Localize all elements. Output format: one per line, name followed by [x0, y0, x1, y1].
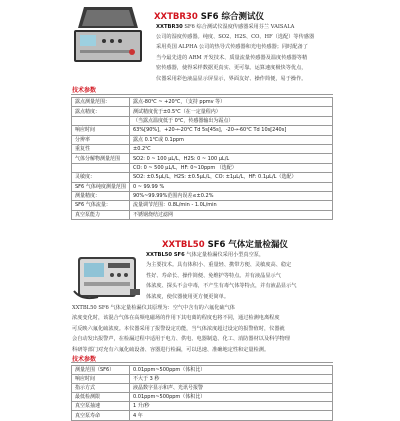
product1-spec-heading: 技术参数 [72, 87, 97, 94]
table-row: 真空泵抽速 1 升/秒 [72, 402, 333, 411]
product1-title: XXTBR30 SF6 综合测试仪 [154, 12, 265, 22]
table-row: 真空泵能力 不锈钢烧结过滤网 [72, 210, 333, 219]
table-row: 最低检测限 0.01ppm~500ppm（体积比） [72, 393, 333, 402]
table-row: 重复性 ±0.2℃ [72, 144, 333, 153]
table-row: 指示方式 液晶数字显示和声、光讯号报警 [72, 384, 333, 393]
table-row: 响应时间 不大于 3 秒 [72, 375, 333, 384]
table-row: 响应时间 63%[90%]，+20→-20℃ Td 5s[45s]，-20→-60℃ Td 10s[240s] [72, 126, 333, 135]
table-row: 露点精度： 测试精度优于±0.5℃（在一定量程内） [72, 107, 333, 116]
product2-spec-heading: 技术参数 [72, 356, 97, 363]
product1-description: XXTBR30 SF6 综合测试仪湿度传感器采用芬兰 VAISALA [156, 24, 295, 30]
product1-spec-rule [71, 94, 333, 95]
table-row: SF6 气体流量： 流量调节范围：0.8L/min - 1.0L/min [72, 201, 333, 210]
table-row: 分辨率 露点 0.1℃或 0.1ppm [72, 135, 333, 144]
table-row: 真空泵寿命 4 年 [72, 411, 333, 420]
product2-description-right: XXTBL50 SF6 气体定量检漏仪采用小型真空泵， 为主要技术。具有体积小、重量轻、携带方便、灵敏度高、稳定 性好、寿命长、操作简便、免维护等特点。并有液晶显示气 体浓度、探头不会中毒，不产生有毒气体等特点，并有液晶显示气 体浓度，使仪器使用更方便更简单。 [146, 252, 297, 300]
table-row: 气体分解物测量范围 SO2: 0 ~ 100 μL/L，H2S: 0 ~ 100 μL/L [72, 154, 333, 163]
table-row: 灵敏度： SO2: ±0.5μL/L，H2S: ±0.5μL/L，CO: ±1μL/L，HF: 0.1μL/L（选配） [72, 173, 333, 182]
table-row: CO: 0 ~ 500 μL/L，HF: 0~10ppm （选配） [72, 163, 333, 172]
table-row: 测量精度： 90%~99.99%范围内误差≤±0.2% [72, 191, 333, 200]
table-row: SF6 气体纯度测量范围 0 ~ 99.99 % [72, 182, 333, 191]
product-image-xxtbl50 [72, 251, 142, 303]
table-row: （当露点温度低于 0℃，传感器输出为霜点） [72, 116, 333, 125]
product2-description-full: XXTBL50 SF6 气体定量检漏仪其原理为：空气中含有的六氟化硫气体 浓度变化时，该混合气体在高频电磁场的作用下其电离的程度也将不同，通过检测电离程度 可反映六氟化硫浓度。本仪器采用了报警设定功能，当气体浓度超过设定的报警值时，仪器就 会自动发出报警声，在检漏过程中适用于电力、供电、电器制造、化工、消防器材以及科学物理 科研等部门对充有六氟化硫设备、容器进行检漏，可以迅速、准确地定性和定量检测。 [72, 305, 290, 353]
table-row: 露点测量范围： 露点-80℃ ~ +20℃，（支持 ppmv 等） [72, 98, 333, 107]
product2-title: XXTBL50 SF6 气体定量检漏仪 [162, 240, 288, 250]
table-row: 测量范围（SF6） 0.01ppm~500ppm（体积比） [72, 366, 333, 375]
product2-spec-rule [71, 362, 333, 363]
product-image-xxtbr30 [72, 4, 146, 66]
product2-spec-table [71, 365, 333, 421]
product1-description-rest: 公司的湿度传感器。纯度、SO2、H2S、CO、HF（选配）等传感器 采用英国 ALPHA 公司的热导式传感器和光电传感器；同时配备了 当今最先进的 ARM 开发技术、质量流量传感器及温度传感器等精 密传感器，使得采样数据更真实、更可靠。运算速度极快等优点， 仪器采用彩色液晶显示屏显示，界面友好、操作简便，易于操作。 [156, 34, 315, 82]
product1-spec-table [71, 97, 333, 220]
